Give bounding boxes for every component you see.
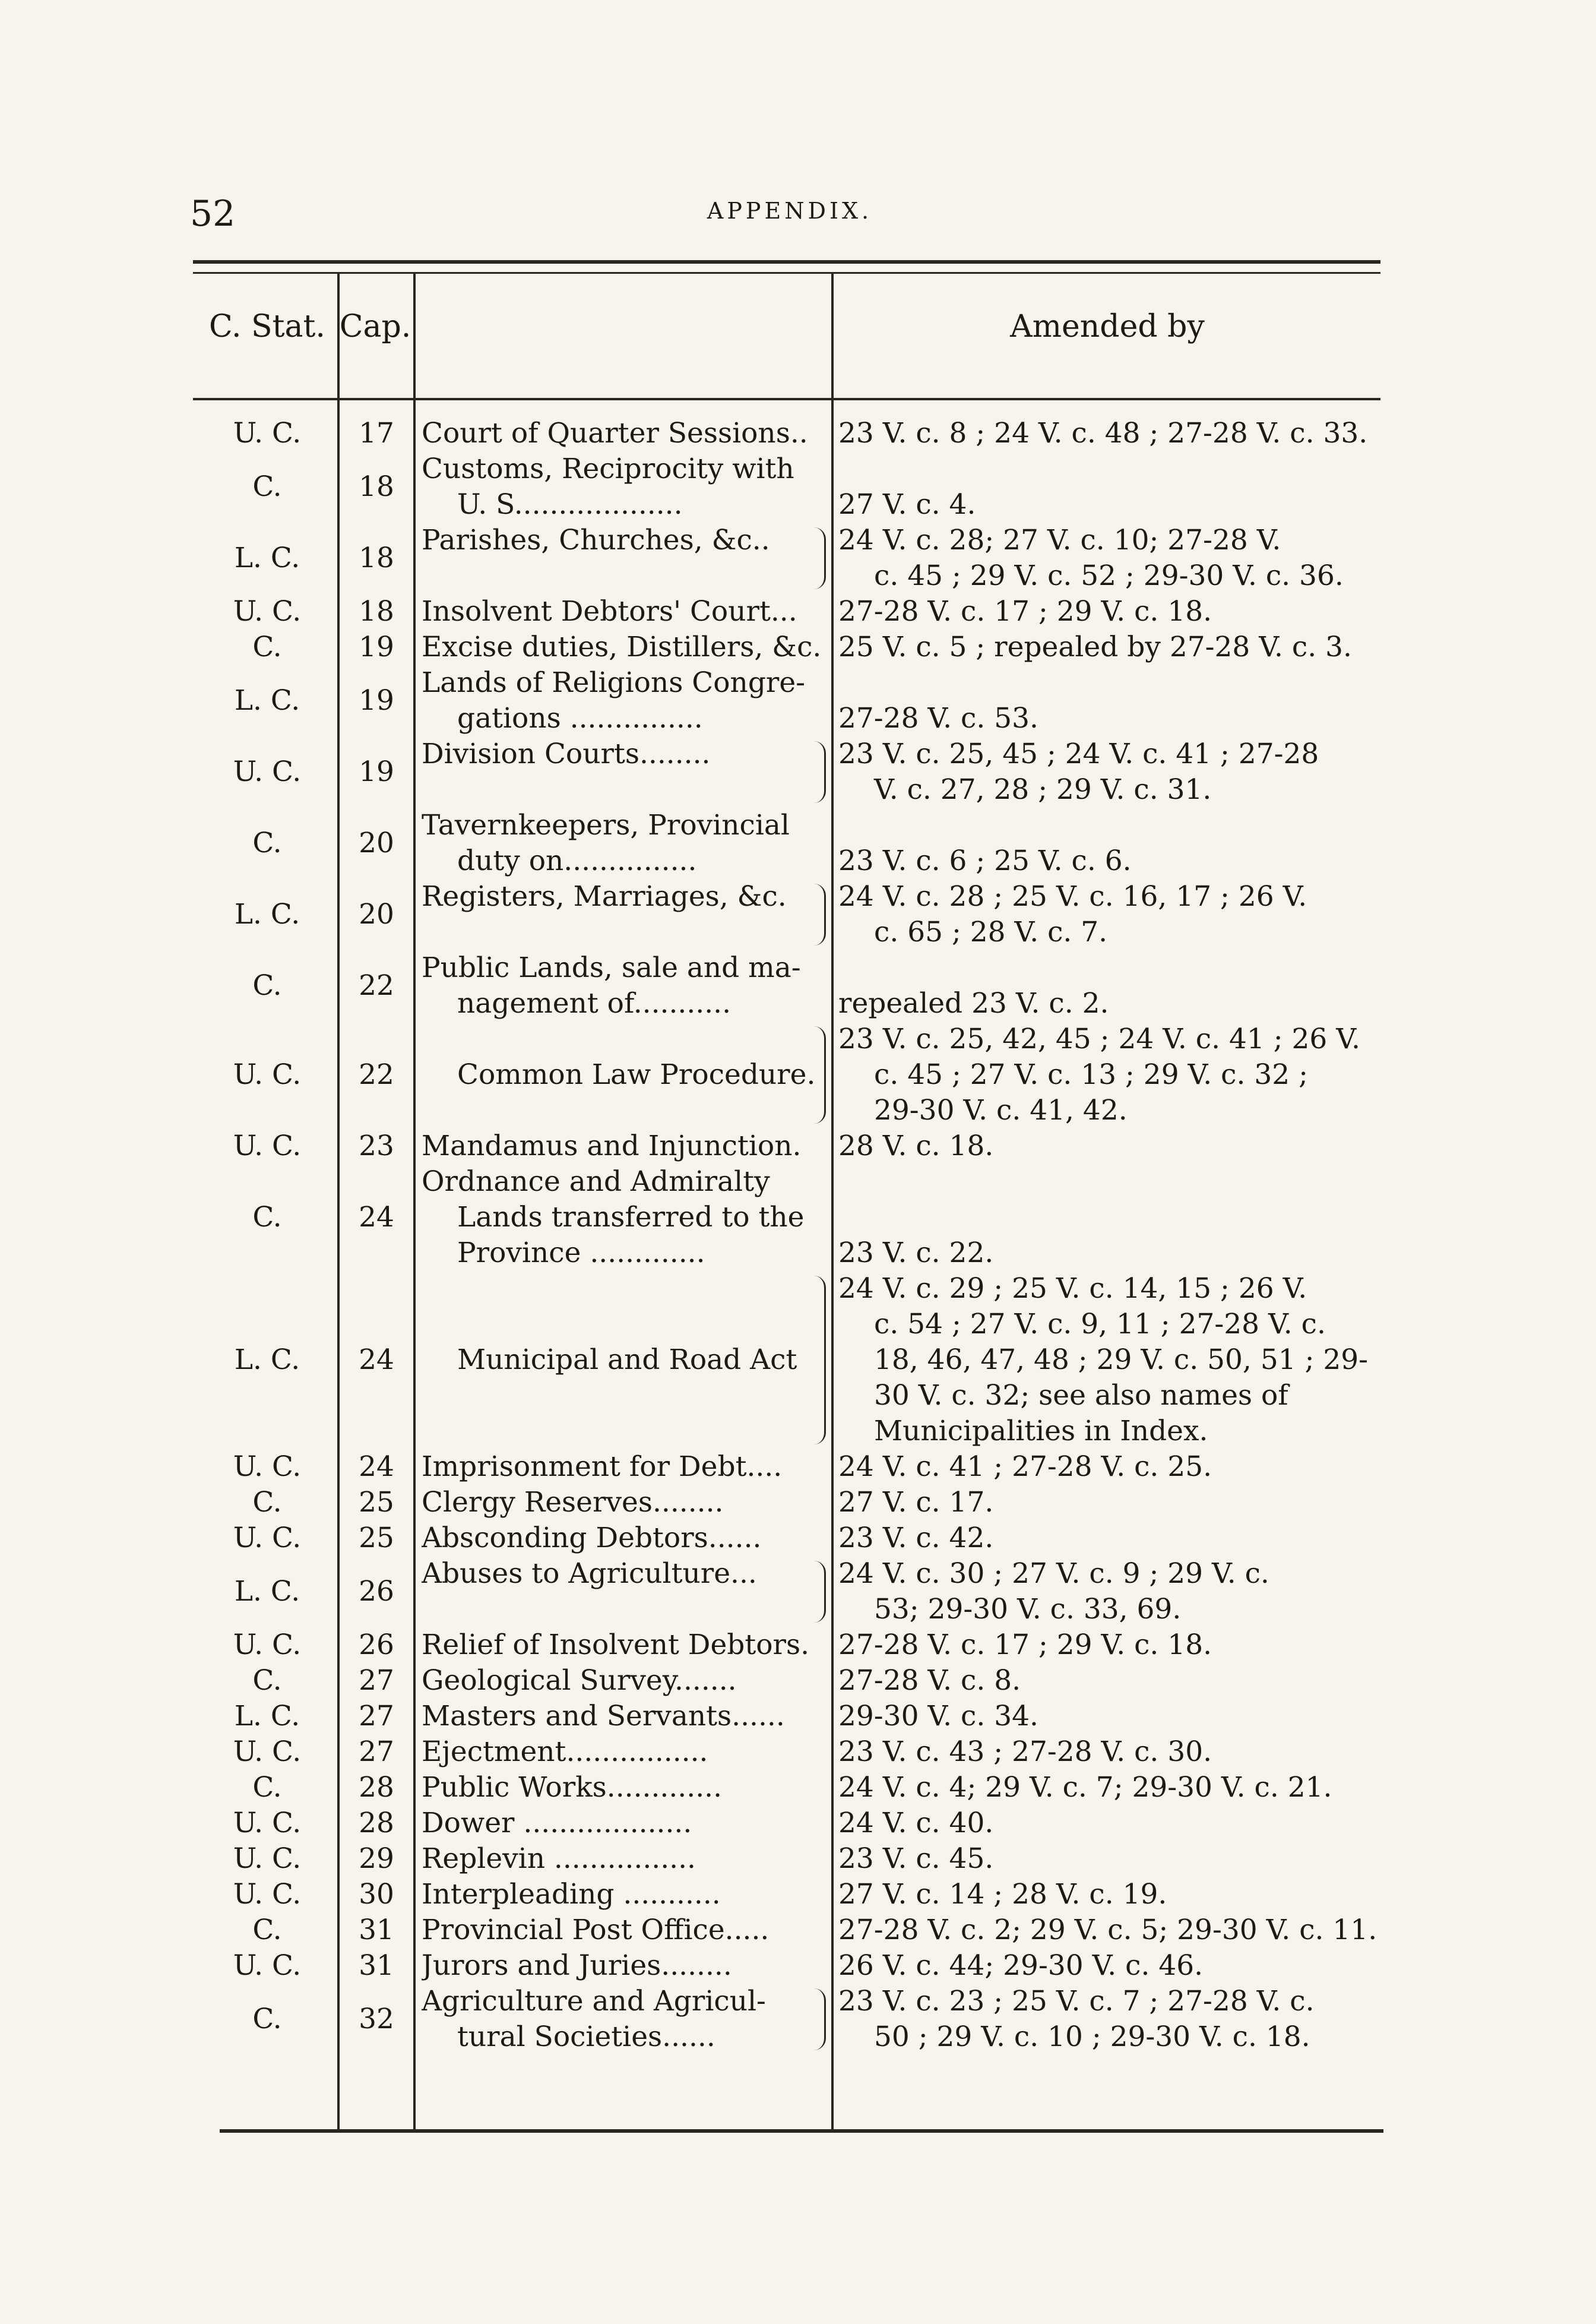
amended-line: 30 V. c. 32; see also names of [874, 1379, 1288, 1412]
cap-cell: 19 [359, 684, 394, 717]
amended-line: c. 65 ; 28 V. c. 7. [874, 916, 1108, 948]
subject-cell [422, 451, 830, 523]
cap-cell: 28 [359, 1807, 394, 1839]
subject-line: Municipal and Road Act [457, 1343, 797, 1376]
subject-cell [422, 1627, 830, 1663]
stat-cell: U. C. [233, 417, 302, 450]
cap-cell: 28 [359, 1771, 394, 1804]
subject-cell [422, 1128, 830, 1164]
amended-cell [838, 1164, 1391, 1271]
amended-line: 27 V. c. 4. [838, 488, 976, 521]
table-row [0, 1984, 1596, 2055]
amended-cell [838, 1271, 1391, 1449]
amended-line: 26 V. c. 44; 29-30 V. c. 46. [838, 1949, 1204, 1982]
stat-cell: U. C. [233, 1629, 302, 1661]
amended-line [838, 808, 1391, 843]
column-header-cap: Cap. [339, 309, 411, 344]
subject-cell [422, 665, 830, 736]
cap-cell: 29 [359, 1842, 394, 1875]
subject-cell [422, 416, 830, 451]
subject-line: Public Works............. [422, 1771, 723, 1804]
stat-cell: C. [252, 2003, 282, 2035]
amended-line: 18, 46, 47, 48 ; 29 V. c. 50, 51 ; 29- [874, 1343, 1369, 1376]
amended-line: 23 V. c. 23 ; 25 V. c. 7 ; 27-28 V. c. [838, 1985, 1315, 2018]
stat-cell: L. C. [234, 898, 300, 931]
subject-cell [422, 594, 830, 630]
stat-cell: L. C. [234, 1700, 300, 1732]
table-row [0, 1627, 1596, 1663]
table-row [0, 808, 1596, 879]
subject-line: Province ............. [457, 1237, 705, 1269]
stat-cell: L. C. [234, 684, 300, 717]
subject-cell [422, 1699, 830, 1734]
table-row [0, 950, 1596, 1022]
amended-line: 24 V. c. 41 ; 27-28 V. c. 25. [838, 1450, 1212, 1483]
column-header-amended: Amended by [1010, 309, 1205, 344]
stat-cell: U. C. [233, 1450, 302, 1483]
subject-cell [422, 1449, 830, 1485]
subject-line: Ordnance and Admiralty [422, 1165, 770, 1198]
stat-cell: C. [252, 631, 282, 663]
cap-cell: 18 [359, 542, 394, 574]
table-row [0, 1841, 1596, 1877]
subject-cell [422, 1841, 830, 1877]
stat-cell: U. C. [233, 1522, 302, 1554]
table-row [0, 1912, 1596, 1948]
table-row [0, 665, 1596, 736]
bottom-rule [220, 2129, 1383, 2133]
top-rule-thin [193, 272, 1380, 274]
subject-line: Ejectment................ [422, 1735, 708, 1768]
amended-cell [838, 1877, 1391, 1912]
cap-cell: 25 [359, 1522, 394, 1554]
subject-cell [422, 1912, 830, 1948]
subject-cell [422, 1984, 830, 2055]
amended-line: 27 V. c. 14 ; 28 V. c. 19. [838, 1878, 1167, 1911]
amended-cell [838, 950, 1391, 1022]
cap-cell: 20 [359, 898, 394, 931]
amended-line [838, 451, 1391, 487]
brace [811, 1276, 826, 1444]
subject-line: Interpleading ........... [422, 1878, 721, 1911]
amended-cell [838, 1841, 1391, 1877]
amended-line: repealed 23 V. c. 2. [838, 987, 1109, 1020]
amended-line: 50 ; 29 V. c. 10 ; 29-30 V. c. 18. [874, 2021, 1310, 2053]
amended-cell [838, 1806, 1391, 1841]
column-header-stat: C. Stat. [209, 309, 325, 344]
amended-line: 23 V. c. 25, 42, 45 ; 24 V. c. 41 ; 26 V. [838, 1023, 1360, 1055]
table-row [0, 1485, 1596, 1520]
stat-cell: U. C. [233, 1842, 302, 1875]
amended-line: 28 V. c. 18. [838, 1130, 994, 1162]
amended-line: 27-28 V. c. 17 ; 29 V. c. 18. [838, 595, 1212, 628]
amended-cell [838, 1734, 1391, 1770]
amended-cell [838, 1449, 1391, 1485]
stat-cell: U. C. [233, 595, 302, 628]
subject-cell [422, 1663, 830, 1699]
amended-line: 23 V. c. 43 ; 27-28 V. c. 30. [838, 1735, 1212, 1768]
cap-cell: 18 [359, 470, 394, 503]
amended-cell [838, 1556, 1391, 1627]
subject-line: Absconding Debtors...... [422, 1522, 762, 1554]
amended-line: 23 V. c. 42. [838, 1522, 994, 1554]
subject-cell [422, 1520, 830, 1556]
subject-line: Lands of Religions Congre- [422, 666, 806, 699]
amended-cell [838, 451, 1391, 523]
table-row [0, 451, 1596, 523]
subject-line: Agriculture and Agricul- [422, 1985, 766, 2018]
stat-cell: C. [252, 1201, 282, 1234]
cap-cell: 27 [359, 1664, 394, 1697]
brace [811, 1561, 826, 1623]
cap-cell: 19 [359, 755, 394, 788]
stat-cell: C. [252, 1771, 282, 1804]
subject-cell [422, 1734, 830, 1770]
table-row [0, 630, 1596, 665]
table-row [0, 1877, 1596, 1912]
subject-cell [422, 1164, 830, 1271]
table-row [0, 1734, 1596, 1770]
stat-cell: U. C. [233, 1807, 302, 1839]
amended-line: c. 54 ; 27 V. c. 9, 11 ; 27-28 V. c. [874, 1308, 1326, 1340]
stat-cell: U. C. [233, 1949, 302, 1982]
brace [811, 1988, 826, 2050]
subject-line: Geological Survey....... [422, 1664, 737, 1697]
amended-line [838, 1200, 1391, 1235]
cap-cell: 27 [359, 1700, 394, 1732]
amended-line: 25 V. c. 5 ; repealed by 27-28 V. c. 3. [838, 631, 1352, 663]
table-row [0, 736, 1596, 808]
amended-cell [838, 1022, 1391, 1128]
subject-line [422, 1307, 830, 1342]
subject-cell [422, 808, 830, 879]
subject-cell [422, 1948, 830, 1984]
subject-line: Provincial Post Office..... [422, 1914, 770, 1946]
stat-cell: L. C. [234, 542, 300, 574]
subject-line: Dower ................... [422, 1807, 692, 1839]
amended-cell [838, 1912, 1391, 1948]
amended-line: 23 V. c. 25, 45 ; 24 V. c. 41 ; 27-28 [838, 738, 1319, 770]
subject-cell [422, 1556, 830, 1592]
stat-cell: U. C. [233, 755, 302, 788]
table-row [0, 416, 1596, 451]
table-row [0, 1164, 1596, 1271]
amended-line: 27-28 V. c. 17 ; 29 V. c. 18. [838, 1629, 1212, 1661]
amended-line: V. c. 27, 28 ; 29 V. c. 31. [874, 773, 1212, 806]
subject-line: Imprisonment for Debt.... [422, 1450, 783, 1483]
table-row [0, 1806, 1596, 1841]
cap-cell: 32 [359, 2003, 394, 2035]
cap-cell: 24 [359, 1450, 394, 1483]
subject-cell [422, 879, 830, 915]
page-number: 52 [190, 193, 236, 235]
cap-cell: 22 [359, 1058, 394, 1091]
amended-line: 24 V. c. 28 ; 25 V. c. 16, 17 ; 26 V. [838, 880, 1307, 913]
subject-line: Division Courts........ [422, 738, 711, 770]
stat-cell: C. [252, 1486, 282, 1519]
running-head: APPENDIX. [707, 198, 873, 224]
amended-line: Municipalities in Index. [874, 1415, 1208, 1447]
top-rule [193, 260, 1380, 264]
amended-line: 29-30 V. c. 34. [838, 1700, 1038, 1732]
subject-line: Common Law Procedure. [457, 1058, 816, 1091]
amended-cell [838, 808, 1391, 879]
amended-line: 24 V. c. 4; 29 V. c. 7; 29-30 V. c. 21. [838, 1771, 1332, 1804]
amended-line: 24 V. c. 30 ; 27 V. c. 9 ; 29 V. c. [838, 1557, 1269, 1590]
stat-cell: C. [252, 969, 282, 1002]
table-row [0, 594, 1596, 630]
stat-cell: U. C. [233, 1130, 302, 1162]
cap-cell: 19 [359, 631, 394, 663]
cap-cell: 18 [359, 595, 394, 628]
page-header [190, 193, 1389, 241]
cap-cell: 31 [359, 1914, 394, 1946]
subject-line [422, 1022, 830, 1057]
cap-cell: 24 [359, 1201, 394, 1234]
subject-line: Customs, Reciprocity with [422, 453, 794, 485]
amended-cell [838, 1948, 1391, 1984]
amended-cell [838, 1520, 1391, 1556]
subject-line: Registers, Marriages, &c. [422, 880, 787, 913]
cap-cell: 30 [359, 1878, 394, 1911]
cap-cell: 22 [359, 969, 394, 1002]
amended-line [838, 1164, 1391, 1200]
stat-cell: U. C. [233, 1735, 302, 1768]
subject-line: Abuses to Agriculture... [422, 1557, 757, 1590]
amended-line: 27-28 V. c. 53. [838, 702, 1038, 735]
subject-cell [422, 1806, 830, 1841]
table-row [0, 1699, 1596, 1734]
subject-line: nagement of........... [457, 987, 732, 1020]
amended-cell [838, 1770, 1391, 1806]
amended-line: 23 V. c. 8 ; 24 V. c. 48 ; 27-28 V. c. 33. [838, 417, 1368, 450]
subject-line: Jurors and Juries........ [422, 1949, 732, 1982]
table-row [0, 523, 1596, 594]
table-row [0, 1556, 1596, 1627]
amended-cell [838, 736, 1391, 808]
amended-cell [838, 1128, 1391, 1164]
amended-cell [838, 1485, 1391, 1520]
subject-line [422, 1271, 830, 1307]
subject-line: Parishes, Churches, &c.. [422, 524, 770, 557]
table-row [0, 1449, 1596, 1485]
brace [811, 527, 826, 589]
cap-cell: 25 [359, 1486, 394, 1519]
stat-cell: U. C. [233, 1058, 302, 1091]
cap-cell: 31 [359, 1949, 394, 1982]
stat-cell: C. [252, 827, 282, 859]
amended-line: 27 V. c. 17. [838, 1486, 994, 1519]
subject-line: Relief of Insolvent Debtors. [422, 1629, 810, 1661]
subject-line: gations ............... [457, 702, 703, 735]
amended-line: 27-28 V. c. 2; 29 V. c. 5; 29-30 V. c. 11. [838, 1914, 1378, 1946]
amended-cell [838, 523, 1391, 594]
brace [811, 1026, 826, 1124]
amended-line [838, 665, 1391, 701]
amended-line: 29-30 V. c. 41, 42. [874, 1094, 1128, 1127]
cap-cell: 26 [359, 1575, 394, 1608]
subject-line: Replevin ................ [422, 1842, 696, 1875]
stat-cell: L. C. [234, 1343, 300, 1376]
table-row [0, 1770, 1596, 1806]
amended-cell [838, 665, 1391, 736]
table-row [0, 1022, 1596, 1128]
subject-cell [422, 523, 830, 558]
table-row [0, 1948, 1596, 1984]
amended-line: 24 V. c. 29 ; 25 V. c. 14, 15 ; 26 V. [838, 1272, 1307, 1305]
subject-line: Clergy Reserves........ [422, 1486, 724, 1519]
amended-line: 53; 29-30 V. c. 33, 69. [874, 1593, 1182, 1626]
subject-cell [422, 1271, 830, 1378]
cap-cell: 17 [359, 417, 394, 450]
table-row [0, 879, 1596, 950]
subject-cell [422, 1877, 830, 1912]
stat-cell: U. C. [233, 1878, 302, 1911]
subject-line: Insolvent Debtors' Court... [422, 595, 797, 628]
brace [811, 741, 826, 803]
table-row [0, 1520, 1596, 1556]
amended-cell [838, 594, 1391, 630]
amended-cell [838, 879, 1391, 950]
table-row [0, 1663, 1596, 1699]
cap-cell: 27 [359, 1735, 394, 1768]
amended-line: 24 V. c. 28; 27 V. c. 10; 27-28 V. [838, 524, 1281, 557]
subject-line: Tavernkeepers, Provincial [422, 809, 790, 842]
subject-line: Court of Quarter Sessions.. [422, 417, 808, 450]
amended-line: 23 V. c. 22. [838, 1237, 994, 1269]
amended-line: 23 V. c. 6 ; 25 V. c. 6. [838, 845, 1132, 877]
amended-line [838, 950, 1391, 986]
amended-cell [838, 416, 1391, 451]
amended-cell [838, 1663, 1391, 1699]
stat-cell: C. [252, 1914, 282, 1946]
cap-cell: 23 [359, 1130, 394, 1162]
amended-line: c. 45 ; 29 V. c. 52 ; 29-30 V. c. 36. [874, 559, 1344, 592]
subject-line: Masters and Servants...... [422, 1700, 785, 1732]
header-rule [193, 398, 1380, 400]
subject-cell [422, 1485, 830, 1520]
table-row [0, 1128, 1596, 1164]
amended-cell [838, 1699, 1391, 1734]
subject-cell [422, 736, 830, 772]
subject-line: Mandamus and Injunction. [422, 1130, 802, 1162]
stat-cell: C. [252, 1664, 282, 1697]
subject-line: Lands transferred to the [457, 1201, 805, 1234]
cap-cell: 26 [359, 1629, 394, 1661]
subject-cell [422, 1022, 830, 1093]
amended-cell [838, 1627, 1391, 1663]
table-row [0, 1271, 1596, 1449]
subject-cell [422, 950, 830, 1022]
amended-line: c. 45 ; 27 V. c. 13 ; 29 V. c. 32 ; [874, 1058, 1308, 1091]
amended-line: 23 V. c. 45. [838, 1842, 994, 1875]
subject-line: tural Societies...... [457, 2021, 715, 2053]
cap-cell: 24 [359, 1343, 394, 1376]
stat-cell: L. C. [234, 1575, 300, 1608]
stat-cell: C. [252, 470, 282, 503]
amended-cell [838, 630, 1391, 665]
subject-line: Excise duties, Distillers, &c. [422, 631, 822, 663]
cap-cell: 20 [359, 827, 394, 859]
subject-line: U. S................... [457, 488, 683, 521]
subject-cell [422, 1770, 830, 1806]
subject-line: Public Lands, sale and ma- [422, 951, 801, 984]
amended-line: 24 V. c. 40. [838, 1807, 994, 1839]
brace [811, 884, 826, 946]
amended-cell [838, 1984, 1391, 2055]
amended-line: 27-28 V. c. 8. [838, 1664, 1021, 1697]
subject-cell [422, 630, 830, 665]
subject-line: duty on............... [457, 845, 697, 877]
